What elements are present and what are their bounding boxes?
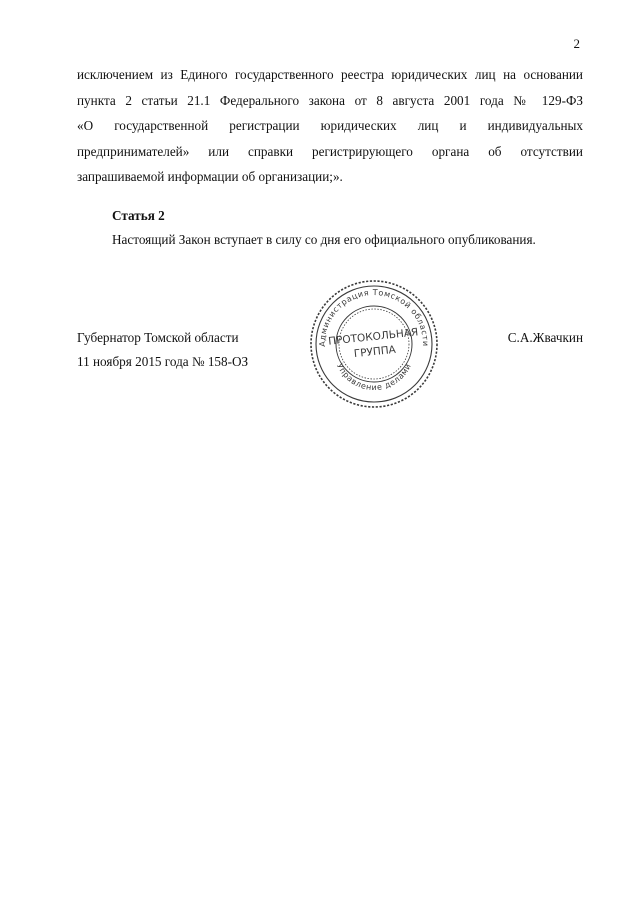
seal-center-line2: ГРУППА — [353, 343, 397, 361]
paragraph-line: запрашиваемой информации об организации;». — [77, 169, 343, 184]
article-heading: Статья 2 — [112, 208, 165, 223]
page-number: 2 — [573, 36, 580, 51]
paragraph-line: предпринимателей» или справки регистрирующего органа об отсутствии — [77, 143, 583, 159]
article-text: Настоящий Закон вступает в силу со дня его официального опубликования. — [112, 232, 536, 247]
law-date-number: 11 ноября 2015 года № 158-ОЗ — [77, 354, 249, 369]
seal-center-line1: ПРОТОКОЛЬНАЯ — [327, 326, 419, 348]
governor-name: С.А.Жвачкин — [507, 330, 583, 345]
governor-title: Губернатор Томской области — [77, 330, 239, 345]
paragraph-line: пункта 2 статьи 21.1 Федерального закона от 8 августа 2001 года № 129-ФЗ — [77, 92, 583, 108]
official-seal — [308, 278, 440, 410]
paragraph-line: «О государственной регистрации юридических лиц и индивидуальных — [77, 118, 583, 133]
seal-ring-bottom-text: Управление делами — [335, 361, 413, 393]
seal-ring-top-text: Администрация Томской области — [317, 287, 431, 347]
law-text-paragraph — [77, 62, 583, 190]
paragraph-line: исключением из Единого государственного реестра юридических лиц на основании — [77, 67, 583, 82]
